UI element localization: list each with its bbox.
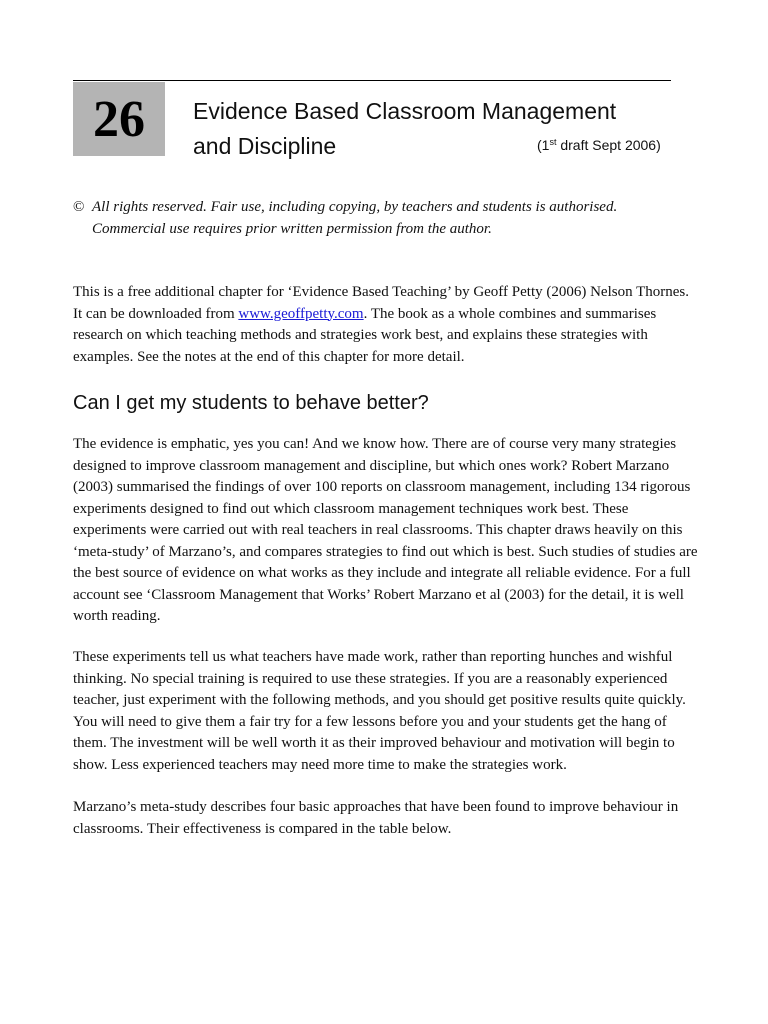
intro-after-link: . The book as a whole combines and summarises research on which teaching methods and strategies work best, and explains these strategies with examples. See the notes at the end of this chapter for more detail. <box>73 305 657 365</box>
draft-sup: st <box>549 137 557 147</box>
chapter-title <box>193 94 616 164</box>
section-heading: Can I get my students to behave better? <box>73 392 429 414</box>
chapter-title-line2: and Discipline <box>193 133 337 159</box>
chapter-number-box <box>73 82 165 156</box>
website-link[interactable]: www.geoffpetty.com <box>238 305 364 322</box>
body-paragraph-3: Marzano’s meta-study describes four basic approaches that have been found to improve behaviour in classrooms. Their effectiveness is compared in the table below. <box>73 799 679 837</box>
chapter-title-line1: Evidence Based Classroom Management <box>193 98 617 124</box>
header-rule <box>73 80 671 81</box>
draft-open: (1 <box>537 137 550 153</box>
intro-paragraph <box>73 282 698 368</box>
copyright-icon: © <box>73 199 85 215</box>
draft-rest: draft Sept 2006) <box>556 137 661 153</box>
draft-note <box>537 137 661 153</box>
chapter-number: 26 <box>93 90 145 148</box>
body-paragraph-1: The evidence is emphatic, yes you can! And we know how. There are of course very many strategies designed to improve classroom management and discipline, but which ones work? Robert Marzano (2003) summarised the findings of over 100 reports on classroom management, including 134 rigorous experiments designed to find out which classroom management techniques work best. These experiments were carried out with real teachers in real classrooms. This chapter draws heavily on this ‘meta-study’ of Marzano’s, and compares strategies to find out which is best. Such studies of studies are the best source of evidence on what works as they include and integrate all reliable evidence. For a full account see ‘Classroom Management that Works’ Robert Marzano et al (2003) for the detail, it is well worth reading. <box>73 436 698 624</box>
rights-text: All rights reserved. Fair use, including copying, by teachers and students is authorised. Commercial use requires prior written permission from the author. <box>92 199 618 237</box>
rights-notice <box>73 196 673 240</box>
body-paragraph-2: These experiments tell us what teachers have made work, rather than reporting hunches and wishful thinking. No special training is required to use these strategies. If you are a reasonably experienced teacher, just experiment with the following methods, and you should get positive results quite quickly. You will need to give them a fair try for a few lessons before you and your students get the hang of them. The investment will be well worth it as their improved behaviour and motivation will begin to show. Less experienced teachers may need more time to make the strategies work. <box>73 649 686 773</box>
intro-before-link: This is a free additional chapter for ‘Evidence Based Teaching’ by Geoff Petty (2006) Nelson Thornes. It can be downloaded from <box>73 284 689 322</box>
